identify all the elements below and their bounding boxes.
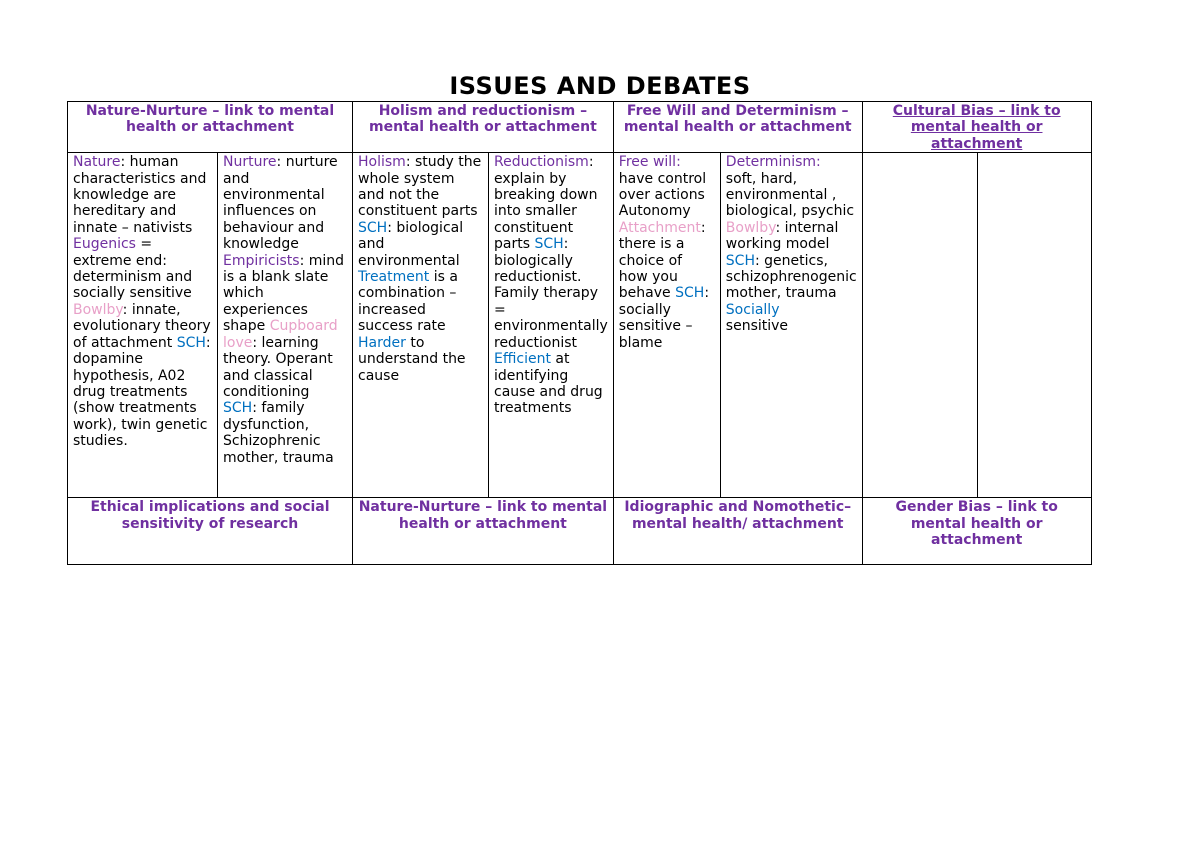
cell-determinism [720, 153, 862, 498]
attachment-text: : there is a choice of how you behave [618, 219, 706, 302]
socially-text: sensitive [725, 318, 789, 335]
sch-text: : socially sensitive – blame [618, 285, 710, 351]
socially-label: Socially [725, 301, 780, 318]
nurture-label: Nurture [223, 154, 277, 171]
bowlby-label: Bowlby [725, 219, 776, 236]
cell-nature [68, 153, 218, 498]
free-will-text: have control over actions Autonomy [618, 170, 707, 220]
sch-label: SCH [176, 334, 206, 351]
nature-text: : human characteristics and knowledge are hereditary and innate – nativists [73, 154, 207, 236]
cultural-bias-link[interactable]: Cultural Bias – link to mental health or attachment [892, 103, 1061, 152]
sch-text: : biological and environmental [358, 219, 464, 269]
sch-label: SCH [223, 400, 253, 417]
header-free-will-determinism: Free Will and Determinism –mental health or attachment [613, 102, 862, 153]
cell-nurture [218, 153, 353, 498]
header-nature-nurture-2: Nature-Nurture – link to mental health or attachment [353, 498, 614, 565]
cupboard-love-text: : learning theory. Operant and classical conditioning [223, 334, 333, 400]
empiricists-label: Empiricists [223, 252, 300, 269]
header-holism-reductionism: Holism and reductionism – mental health or attachment [353, 102, 614, 153]
nature-label: Nature [73, 154, 121, 171]
bowlby-text: : innate, evolutionary theory of attachment [73, 301, 211, 351]
header-ethical-implications: Ethical implications and social sensitivity of research [68, 498, 353, 565]
sch-label: SCH [675, 285, 705, 302]
sch-label: SCH [725, 252, 755, 269]
cupboard-love-label: Cupboard love [223, 318, 338, 351]
efficient-label: Efficient [494, 351, 551, 368]
holism-text: : study the whole system and not the constituent parts [358, 154, 482, 220]
holism-label: Holism [358, 154, 406, 171]
sch-text: : family dysfunction, Schizophrenic mother, trauma [223, 400, 334, 466]
free-will-label: Free will: [618, 154, 681, 171]
determinism-text: soft, hard, environmental , biological, psychic [725, 170, 855, 220]
cell-holism [353, 153, 489, 498]
header-gender-bias: Gender Bias – link to mental health or attachment [862, 498, 1091, 565]
cell-cultural-bias-right [977, 153, 1091, 498]
cell-reductionism [489, 153, 614, 498]
sch-label: SCH [534, 236, 564, 253]
header-idiographic-nomothetic: Idiographic and Nomothetic– mental health/ attachment [613, 498, 862, 565]
reductionism-label: Reductionism [494, 154, 589, 171]
cell-free-will [613, 153, 720, 498]
header-cultural-bias [862, 102, 1091, 153]
issues-table [67, 101, 1092, 565]
sch-text: : dopamine hypothesis, A02 drug treatments (show treatments work), twin genetic studies. [73, 334, 211, 450]
sch-text: : genetics, schizophrenogenic mother, trauma [725, 252, 857, 302]
nurture-text: : nurture and environmental influences on behaviour and knowledge [223, 154, 338, 253]
harder-label: Harder [358, 334, 406, 351]
eugenics-text: = extreme end: determinism and socially sensitive [73, 236, 193, 302]
bowlby-text: : internal working model [725, 219, 839, 253]
page-title: ISSUES AND DEBATES [449, 72, 751, 100]
treatment-text: is a combination – increased success rate [358, 269, 458, 335]
harder-text: to understand the cause [358, 334, 466, 384]
sch-text: : biologically reductionist. Family therapy = environmentally reductionist [494, 236, 608, 351]
bowlby-label: Bowlby [73, 301, 123, 318]
treatment-label: Treatment [358, 269, 430, 286]
attachment-label: Attachment [618, 219, 701, 236]
header-nature-nurture: Nature-Nurture – link to mental health or attachment [68, 102, 353, 153]
eugenics-label: Eugenics [73, 236, 136, 253]
reductionism-text: : explain by breaking down into smaller constituent parts [494, 154, 598, 253]
sch-label: SCH [358, 219, 388, 236]
efficient-text: at identifying cause and drug treatments [494, 351, 603, 417]
empiricists-text: : mind is a blank slate which experiences shape [223, 252, 345, 335]
cell-cultural-bias-left [862, 153, 977, 498]
determinism-label: Determinism: [725, 154, 821, 171]
